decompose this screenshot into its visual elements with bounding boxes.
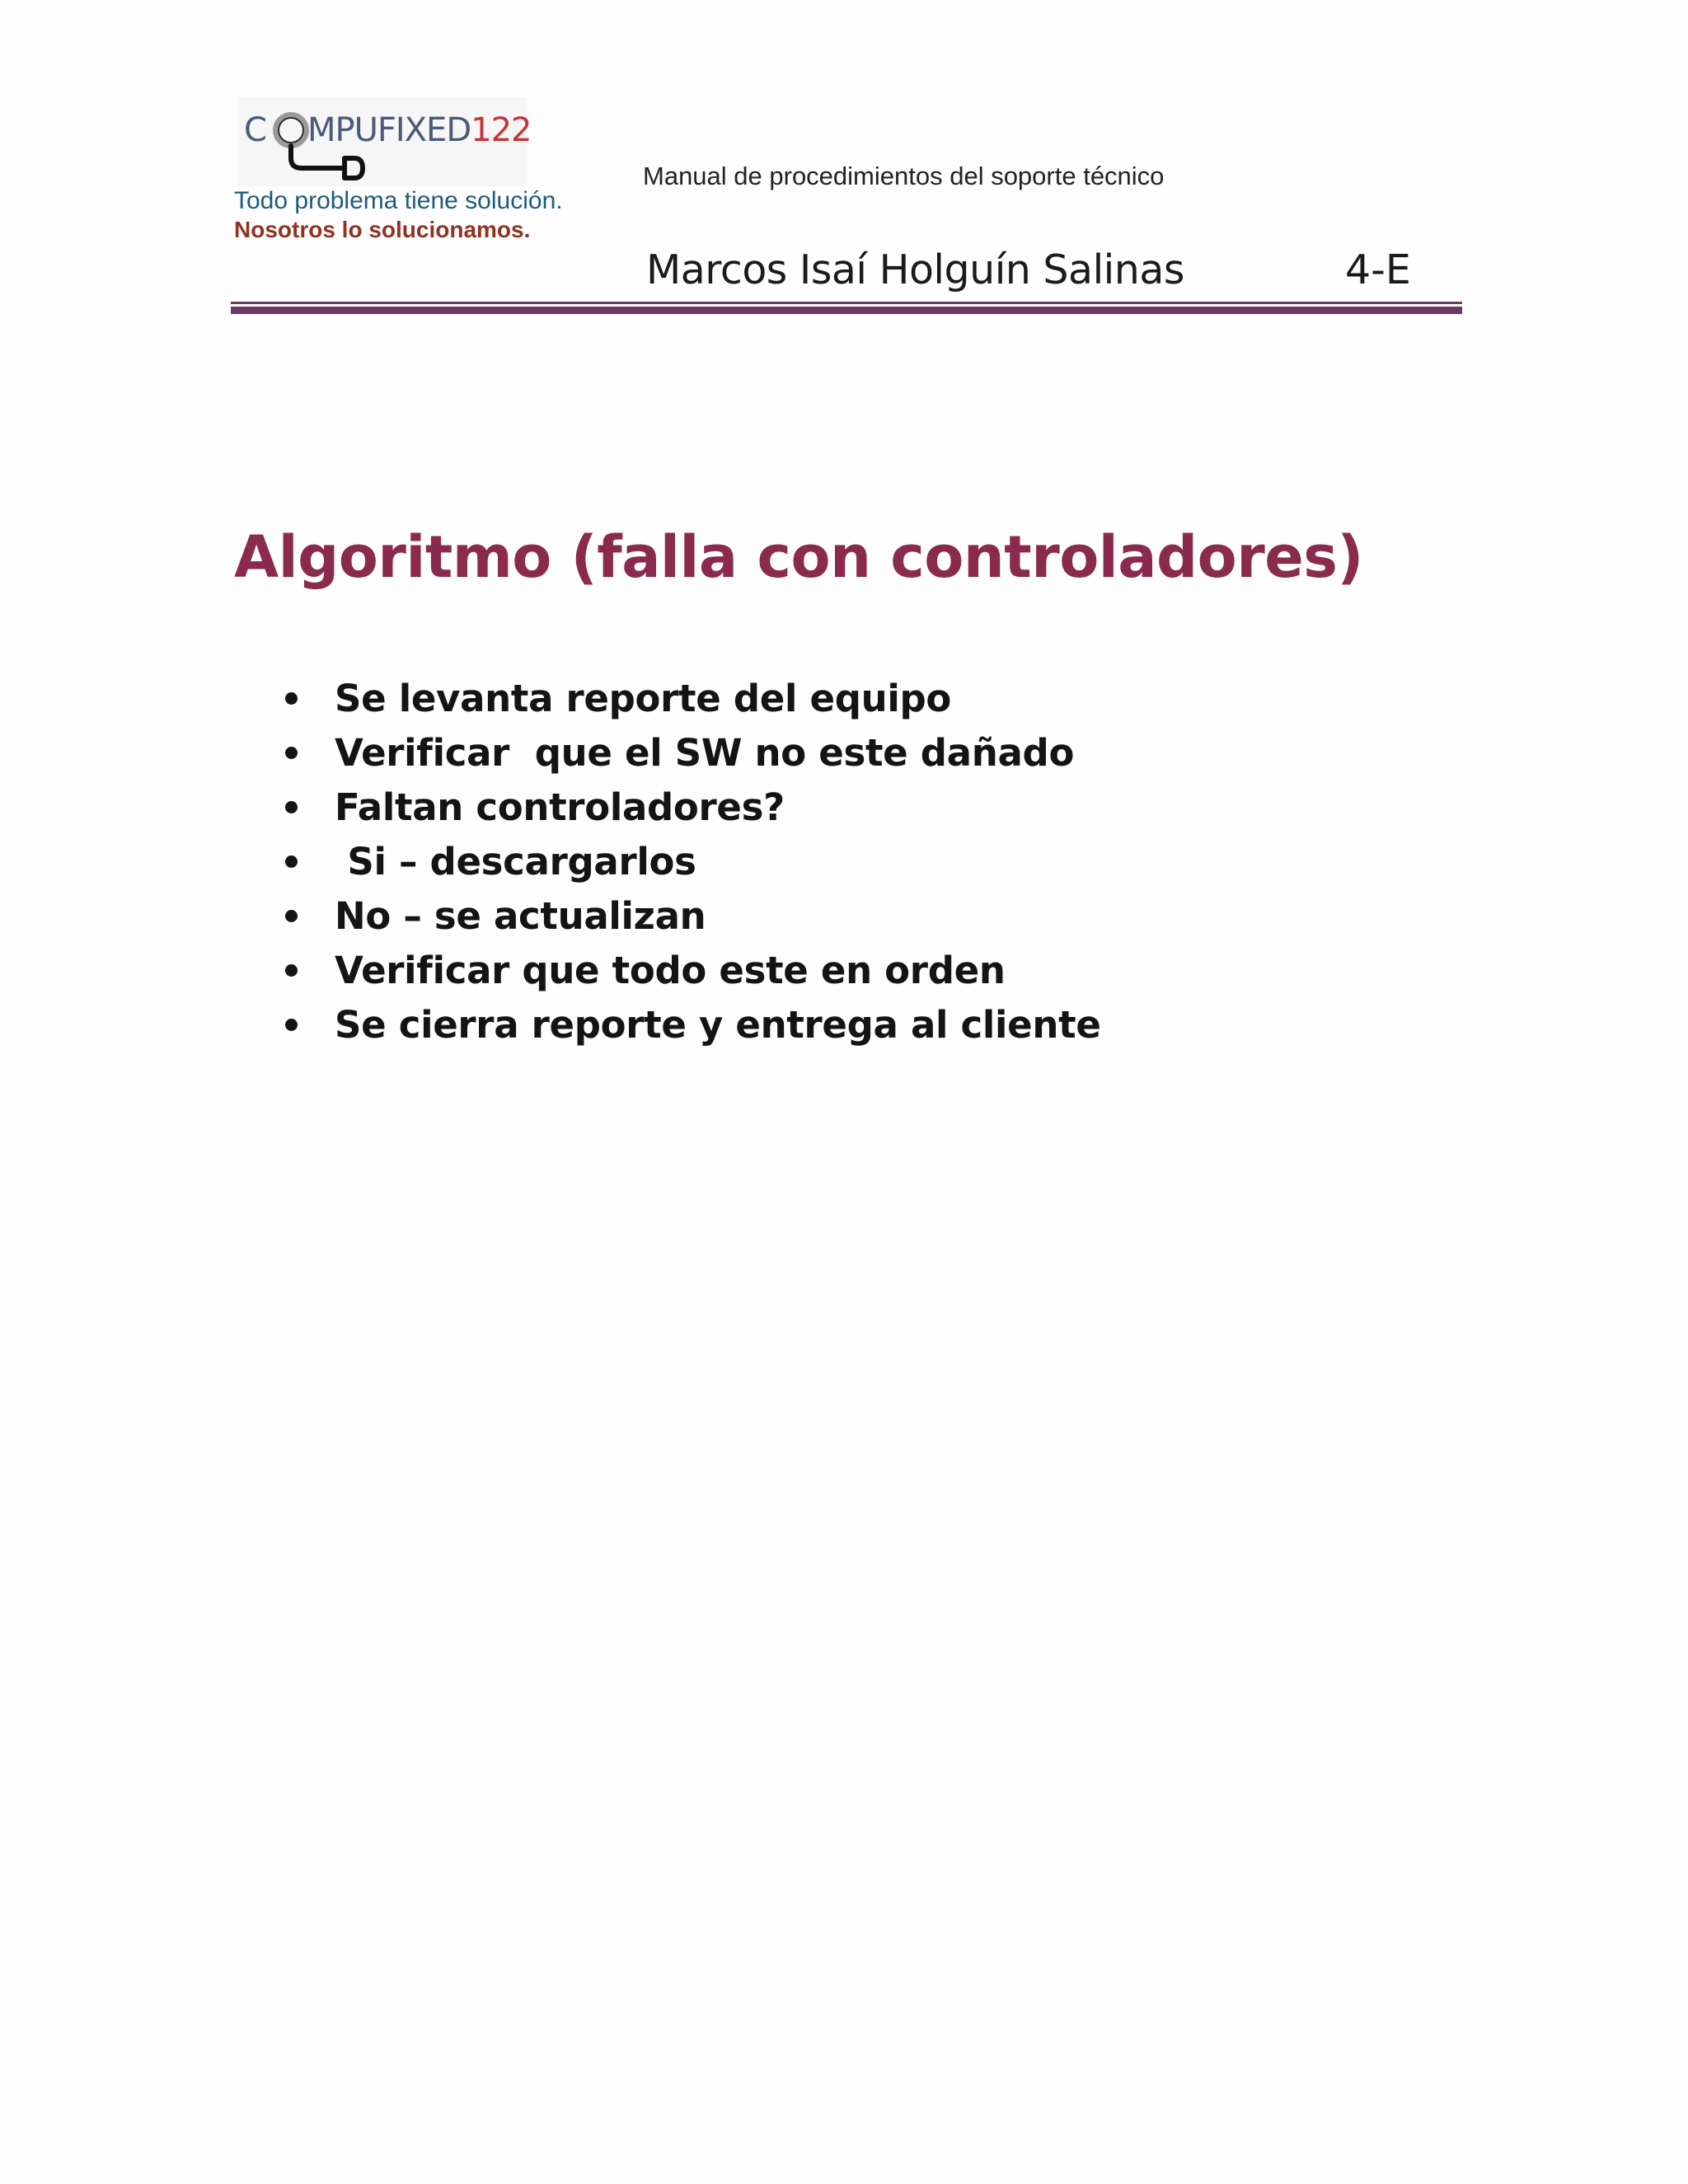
algorithm-steps-list <box>280 672 1101 1052</box>
bullet-icon <box>285 747 298 759</box>
list-item-text: Se levanta reporte del equipo <box>335 677 951 720</box>
logo-letter-c: C <box>244 111 266 149</box>
bullet-icon <box>285 964 298 977</box>
list-item <box>280 889 1101 944</box>
stethoscope-icon <box>269 107 376 190</box>
tagline-secondary: Nosotros lo solucionamos. <box>234 217 531 242</box>
author-name: Marcos Isaí Holguín Salinas <box>646 246 1184 293</box>
bullet-icon <box>285 801 298 813</box>
bullet-icon <box>285 1019 298 1031</box>
list-item <box>280 835 1101 889</box>
section-heading: Algoritmo (falla con controladores) <box>234 523 1363 591</box>
list-item <box>280 998 1101 1052</box>
bullet-icon <box>285 692 298 705</box>
list-item <box>280 944 1101 998</box>
list-item-text: Si – descargarlos <box>335 840 696 883</box>
bullet-icon <box>285 855 298 868</box>
list-item-text: Verificar que el SW no este dañado <box>335 731 1075 775</box>
list-item <box>280 780 1101 835</box>
header-divider-thick <box>231 307 1462 314</box>
bullet-icon <box>285 910 298 922</box>
list-item-text: No – se actualizan <box>335 894 706 938</box>
tagline-primary: Todo problema tiene solución. <box>234 187 563 214</box>
list-item-text: Se cierra reporte y entrega al cliente <box>335 1003 1101 1047</box>
list-item-text: Verificar que todo este en orden <box>335 949 1006 992</box>
manual-title: Manual de procedimientos del soporte técnico <box>643 162 1165 190</box>
list-item <box>280 726 1101 780</box>
logo-text: MPUFIXED <box>307 111 471 149</box>
list-item <box>280 672 1101 726</box>
list-item-text: Faltan controladores? <box>335 785 785 829</box>
logo-number: 122 <box>471 111 532 149</box>
header-divider-thin <box>231 302 1462 304</box>
group-label: 4-E <box>1345 246 1411 293</box>
